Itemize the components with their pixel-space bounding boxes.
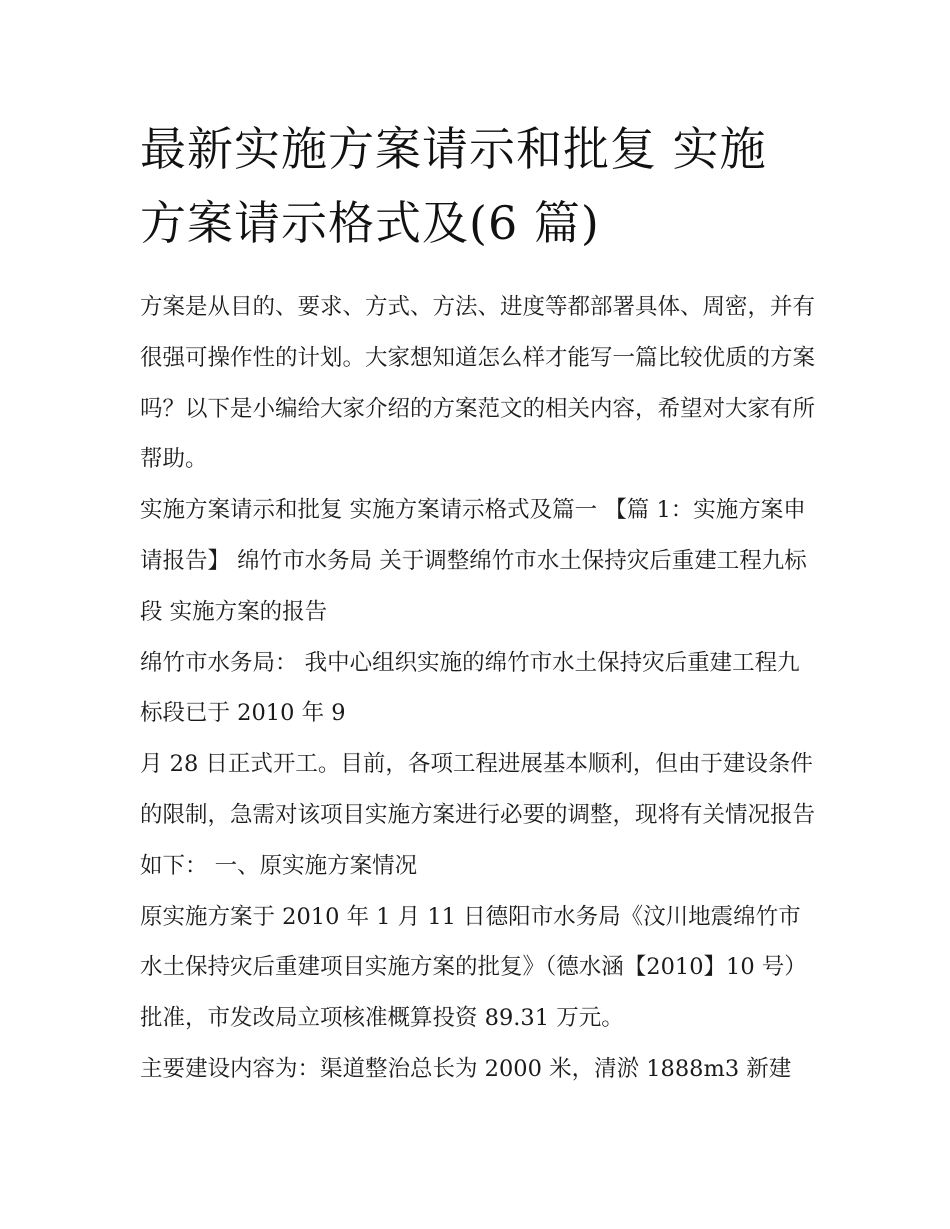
document-body bbox=[140, 282, 820, 1095]
paragraph-heading: 实施方案请示和批复 实施方案请示格式及篇一 【篇 1：实施方案申请报告】 绵竹市水务局 关于调整绵竹市水土保持灾后重建工程九标段 实施方案的报告 bbox=[140, 497, 807, 625]
paragraph-main-content: 主要建设内容为：渠道整治总长为 2000 米，清淤 1888m3 新建 bbox=[140, 1055, 792, 1082]
document-title bbox=[140, 112, 830, 260]
title-line-1: 最新实施方案请示和批复 实施 bbox=[140, 122, 767, 176]
title-line-2: 方案请示格式及(6 篇) bbox=[140, 196, 600, 250]
paragraph-salutation: 绵竹市水务局： 我中心组织实施的绵竹市水土保持灾后重建工程九标段已于 2010 年 9 bbox=[140, 649, 800, 727]
paragraph-intro: 方案是从目的、要求、方式、方法、进度等都部署具体、周密，并有很强可操作性的计划。大家想知道怎么样才能写一篇比较优质的方案吗？以下是小编给大家介绍的方案范文的相关内容，希望对大家有所帮助。 bbox=[140, 294, 816, 473]
paragraph-progress: 月 28 日正式开工。目前，各项工程进展基本顺利，但由于建设条件的限制，急需对该项目实施方案进行必要的调整，现将有关情况报告如下： 一、原实施方案情况 bbox=[140, 751, 816, 879]
paragraph-original-plan: 原实施方案于 2010 年 1 月 11 日德阳市水务局《汶川地震绵竹市水土保持灾后重建项目实施方案的批复》（德水涵【2010】10 号）批准，市发改局立项核准概算投资 89.31 万元。 bbox=[140, 903, 807, 1032]
